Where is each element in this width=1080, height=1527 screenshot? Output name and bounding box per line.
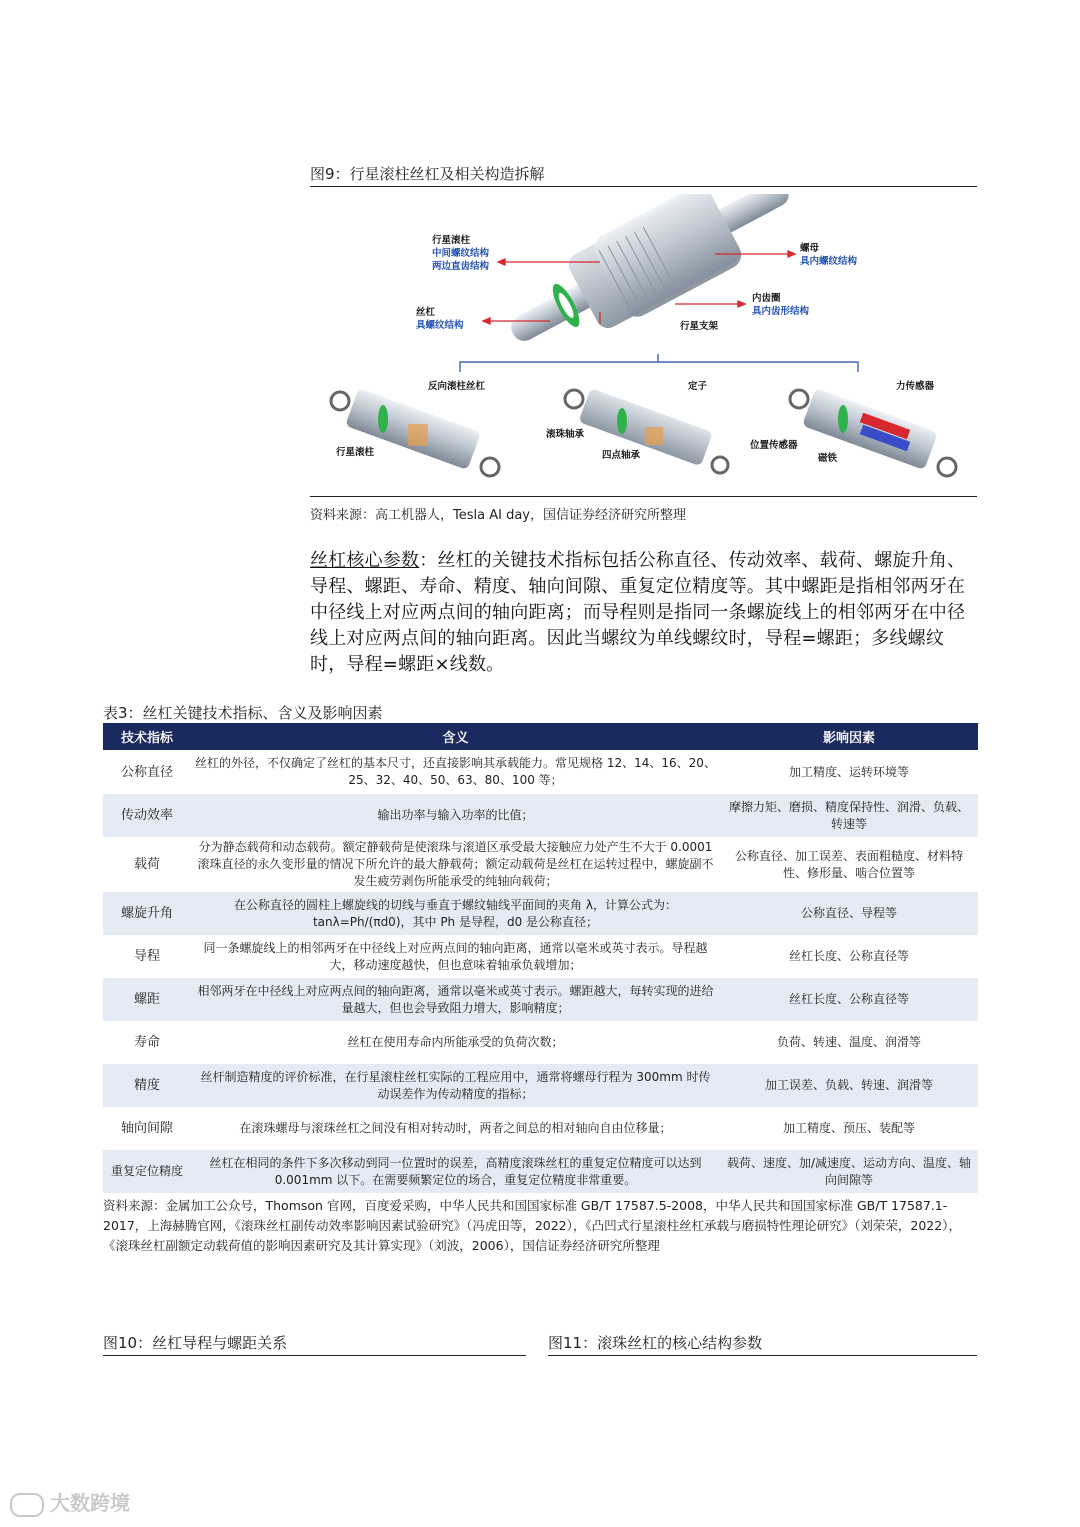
row-factors: 载荷、速度、加/减速度、运动方向、温度、轴向间隙等 xyxy=(720,1150,978,1193)
paragraph-lead: 丝杠核心参数 xyxy=(310,550,420,571)
table-row xyxy=(103,978,978,1021)
label-position-sensor: 位置传感器 xyxy=(750,440,798,451)
table-row xyxy=(103,794,978,837)
row-meaning: 在公称直径的圆柱上螺旋线的切线与垂直于螺纹轴线平面间的夹角 λ，计算公式为：tanλ=Ph/(πd0)，其中 Ph 是导程，d0 是公称直径； xyxy=(191,892,720,935)
row-name: 重复定位精度 xyxy=(103,1150,191,1193)
label-force-sensor: 力传感器 xyxy=(896,381,935,392)
label-magnet: 磁铁 xyxy=(818,453,838,464)
label-stator: 定子 xyxy=(688,381,708,392)
label-carrier: 行星支架 xyxy=(680,321,719,332)
table-header-row xyxy=(103,723,978,750)
watermark-logo-icon xyxy=(10,1493,44,1517)
figure9-title: 图9：行星滚柱丝杠及相关构造拆解 xyxy=(310,165,545,183)
figure9-source: 资料来源：高工机器人，Tesla AI day，国信证券经济研究所整理 xyxy=(310,508,686,523)
row-factors: 丝杠长度、公称直径等 xyxy=(720,978,978,1021)
row-meaning: 相邻两牙在中径线上对应两点间的轴向距离，通常以毫米或英寸表示。螺距越大，每转实现的进给量越大，但也会导致阻力增大，影响精度； xyxy=(191,978,720,1021)
roller-screw-diagram xyxy=(310,194,977,494)
header-indicator: 技术指标 xyxy=(103,723,191,750)
label-four-point-bearing: 四点轴承 xyxy=(602,450,641,461)
row-factors: 公称直径、导程等 xyxy=(720,892,978,935)
row-name: 传动效率 xyxy=(103,794,191,837)
figure9-top-rule xyxy=(310,186,977,187)
row-meaning: 输出功率与输入功率的比值； xyxy=(191,794,720,837)
row-factors: 加工精度、运转环境等 xyxy=(788,764,909,779)
label-planet-roller-2: 行星滚柱 xyxy=(336,447,375,458)
table3-source: 资料来源：金属加工公众号，Thomson 官网，百度爱采购，中华人民共和国国家标准 GB/T 17587.5-2008，中华人民共和国国家标准 GB/T 17587.1-2017，上海赫腾官网，《滚珠丝杠副传动效率影响因素试验研究》（冯虎田等，2022），《凸凹式行星滚柱丝杠承载与磨损特性理论研究》（刘荣荣，2022），《滚珠丝杠副额定动载荷值的影响因素研究及其计算实现》（刘波，2006），国信证券经济研究所整理 xyxy=(103,1198,961,1253)
table-row xyxy=(103,1021,978,1064)
label-nut: 螺母 具内螺纹结构 xyxy=(800,243,858,267)
row-meaning: 丝杠在使用寿命内所能承受的负荷次数； xyxy=(347,1035,564,1049)
label-planet-roller: 行星滚柱 中间螺纹结构 两边直齿结构 xyxy=(432,235,490,272)
row-meaning: 丝杠的外径，不仅确定了丝杠的基本尺寸，还直接影响其承载能力。常见规格 12、14、16、20、25、32、40、50、63、80、100 等； xyxy=(195,756,716,787)
row-meaning: 同一条螺旋线上的相邻两牙在中径线上对应两点间的轴向距离，通常以毫米或英寸表示。导程越大，移动速度越快，但也意味着轴承负载增加； xyxy=(203,940,708,972)
table-row xyxy=(103,935,978,978)
row-factors: 负荷、转速、温度、润滑等 xyxy=(776,1035,921,1049)
figure10-rule xyxy=(103,1355,526,1356)
row-name: 螺旋升角 xyxy=(103,892,191,935)
watermark-text: 大数跨境 xyxy=(50,1491,130,1515)
row-name: 载荷 xyxy=(133,857,160,872)
table3-title: 表3：丝杠关键技术指标、含义及影响因素 xyxy=(103,704,383,722)
figure10-title: 图10：丝杠导程与螺距关系 xyxy=(103,1334,288,1352)
row-name: 导程 xyxy=(133,949,160,964)
spec-table xyxy=(103,723,978,1193)
row-name: 公称直径 xyxy=(120,764,173,780)
label-ring-gear: 内齿圈 具内齿形结构 xyxy=(752,293,810,317)
row-meaning: 丝杠在相同的条件下多次移动到同一位置时的误差，高精度滚珠丝杠的重复定位精度可以达到 0.001mm 以下。在需要频繁定位的场合，重复定位精度非常重要。 xyxy=(191,1150,720,1193)
figure11-rule xyxy=(548,1355,977,1356)
row-meaning: 分为静态载荷和动态载荷。额定静载荷是使滚珠与滚道区承受最大接触应力处产生不大于 0.0001 滚珠直径的永久变形量的情况下所允许的最大静载荷；额定动载荷是丝杠在运转过程中，螺旋副不发生疲劳剥伤所能承受的纯轴向载荷； xyxy=(197,840,714,888)
table-row xyxy=(103,750,978,794)
label-inverted-roller-screw: 反向滚柱丝杠 xyxy=(428,381,486,392)
row-meaning: 在滚珠螺母与滚珠丝杠之间没有相对转动时，两者之间总的相对轴向自由位移量； xyxy=(239,1121,672,1135)
table-row xyxy=(103,1150,978,1193)
row-factors: 摩擦力矩、磨损、精度保持性、润滑、负载、转速等 xyxy=(720,794,978,837)
row-meaning: 丝杆制造精度的评价标准，在行星滚柱丝杠实际的工程应用中，通常将螺母行程为 300mm 时传动误差作为传动精度的指标； xyxy=(191,1064,720,1107)
figure9-bottom-rule xyxy=(310,496,977,497)
figure9-illustration xyxy=(310,194,977,494)
table-row xyxy=(103,1064,978,1107)
row-name: 螺距 xyxy=(103,978,191,1021)
row-factors: 加工误差、负载、转速、润滑等 xyxy=(720,1064,978,1107)
body-paragraph xyxy=(310,548,978,678)
watermark xyxy=(10,1487,130,1517)
table-row xyxy=(103,892,978,935)
table-row xyxy=(103,1107,978,1150)
label-ball-bearing: 滚珠轴承 xyxy=(546,429,585,440)
row-factors: 丝杠长度、公称直径等 xyxy=(788,949,909,963)
row-factors: 加工精度、预压、装配等 xyxy=(782,1121,915,1135)
table-row xyxy=(103,837,978,892)
row-name: 寿命 xyxy=(133,1035,160,1050)
paragraph-body: ：丝杠的关键技术指标包括公称直径、传动效率、载荷、螺旋升角、导程、螺距、寿命、精度、轴向间隙、重复定位精度等。其中螺距是指相邻两牙在中径线上对应两点间的轴向距离；而导程则是指同一条螺旋线上的相邻两牙在中径线上对应两点间的轴向距离。因此当螺纹为单线螺纹时，导程=螺距；多线螺纹时，导程=螺距×线数。 xyxy=(310,550,966,675)
row-factors: 公称直径、加工误差、表面粗糙度、材料特性、修形量、啮合位置等 xyxy=(734,848,963,880)
row-name: 轴向间隙 xyxy=(120,1121,173,1136)
label-screw: 丝杠 具螺纹结构 xyxy=(416,307,464,331)
header-meaning: 含义 xyxy=(191,723,720,750)
figure11-title: 图11：滚珠丝杠的核心结构参数 xyxy=(548,1334,763,1352)
row-name: 精度 xyxy=(103,1064,191,1107)
header-factors: 影响因素 xyxy=(720,723,978,750)
